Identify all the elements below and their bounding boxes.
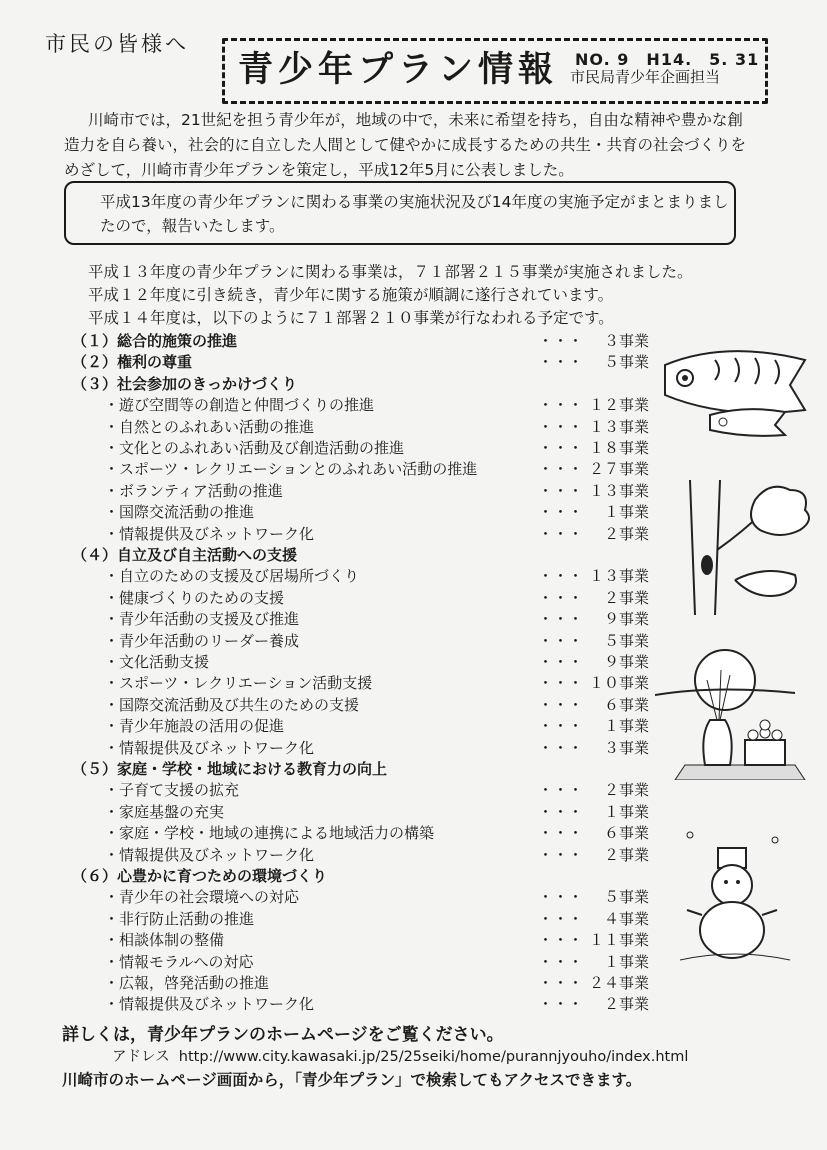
program-count: ６事業 bbox=[603, 695, 649, 714]
program-count: ５事業 bbox=[603, 888, 649, 907]
program-count: １３事業 bbox=[588, 481, 649, 500]
program-count: ３事業 bbox=[603, 332, 649, 350]
program-count: ９事業 bbox=[603, 653, 649, 671]
leader-dots: ・・・ bbox=[538, 460, 584, 479]
program-label: ・ボランティア活動の推進 bbox=[104, 481, 283, 500]
department: 市民局青少年企画担当 bbox=[570, 68, 721, 86]
program-label: ・情報提供及びネットワーク化 bbox=[104, 995, 315, 1014]
program-label: ・スポーツ・レクリエーションとのふれあい活動の推進 bbox=[104, 460, 478, 479]
leader-dots: ・・・ bbox=[538, 567, 584, 586]
program-label: ・文化とのふれあい活動及び創造活動の推進 bbox=[104, 439, 405, 457]
leader-dots: ・・・ bbox=[538, 653, 584, 671]
homepage-url[interactable]: http://www.city.kawasaki.jp/25/25seiki/home/purannjyouho/index.html bbox=[178, 1049, 689, 1065]
program-count: ２７事業 bbox=[588, 460, 649, 479]
to-citizens: 市民の皆様へ bbox=[45, 32, 189, 56]
leader-dots: ・・・ bbox=[538, 738, 584, 757]
leader-dots: ・・・ bbox=[538, 439, 584, 457]
program-label: ・スポーツ・レクリエーション活動支援 bbox=[104, 674, 373, 693]
program-count: ３事業 bbox=[603, 738, 649, 757]
program-label: ・子育て支援の拡充 bbox=[104, 781, 240, 800]
program-label: ・相談体制の整備 bbox=[104, 931, 225, 950]
program-count: １事業 bbox=[603, 952, 649, 971]
program-label: ・青少年施設の活用の促進 bbox=[104, 717, 285, 736]
program-label: （１）総合的施策の推進 bbox=[72, 332, 238, 350]
page-title: 青少年プラン情報 bbox=[238, 50, 559, 90]
program-label: ・自然とのふれあい活動の推進 bbox=[104, 417, 315, 436]
program-count: ２４事業 bbox=[588, 974, 649, 992]
leader-dots: ・・・ bbox=[538, 417, 584, 436]
summary-line-2: 平成１２年度に引き続き，青少年に関する施策が順調に遂行されています。 bbox=[88, 286, 614, 304]
program-label: ・家庭・学校・地域の連携による地域活力の構築 bbox=[104, 824, 435, 843]
notice-text: 平成13年度の青少年プランに関わる事業の実施状況及び14年度の実施予定がまとまりましたので，報告いたします。 bbox=[100, 193, 729, 235]
program-count: １事業 bbox=[603, 503, 649, 522]
search-note: 川崎市のホームページ画面から，「青少年プラン」で検索してもアクセスできます。 bbox=[62, 1071, 642, 1089]
program-label: （５）家庭・学校・地域における教育力の向上 bbox=[72, 760, 388, 778]
program-label: ・青少年の社会環境への対応 bbox=[104, 888, 300, 907]
moon-viewing-illustration bbox=[655, 645, 815, 780]
issue-number: NO. 9 H14. 5. 31 bbox=[575, 50, 760, 69]
program-count: １２事業 bbox=[588, 396, 649, 415]
program-row bbox=[0, 972, 827, 994]
program-label: ・情報モラルへの対応 bbox=[104, 952, 254, 971]
program-count: ２事業 bbox=[603, 524, 649, 543]
leader-dots: ・・・ bbox=[538, 888, 584, 907]
leader-dots: ・・・ bbox=[538, 909, 584, 928]
program-count: ５事業 bbox=[603, 353, 649, 372]
program-label: （６）心豊かに育つための環境づくり bbox=[72, 867, 328, 885]
program-label: ・青少年活動の支援及び推進 bbox=[104, 610, 300, 629]
summary-line-3: 平成１４年度は，以下のように７１部署２１０事業が行なわれる予定です。 bbox=[88, 309, 614, 327]
program-label: ・家庭基盤の充実 bbox=[104, 802, 225, 821]
program-label: （４）自立及び自主活動への支援 bbox=[72, 546, 298, 564]
leader-dots: ・・・ bbox=[538, 845, 584, 864]
program-label: ・情報提供及びネットワーク化 bbox=[104, 738, 315, 757]
program-count: １事業 bbox=[603, 802, 649, 821]
address-label: アドレス bbox=[112, 1049, 170, 1065]
program-row bbox=[0, 779, 827, 801]
program-count: ２事業 bbox=[603, 995, 649, 1014]
program-row bbox=[0, 437, 827, 459]
leader-dots: ・・・ bbox=[538, 824, 584, 843]
leader-dots: ・・・ bbox=[538, 481, 584, 500]
program-label: ・国際交流活動の推進 bbox=[104, 503, 255, 522]
leader-dots: ・・・ bbox=[538, 524, 584, 543]
program-count: ９事業 bbox=[603, 610, 649, 629]
leader-dots: ・・・ bbox=[538, 952, 584, 971]
program-label: ・情報提供及びネットワーク化 bbox=[104, 524, 315, 543]
program-row bbox=[0, 801, 827, 823]
leader-dots: ・・・ bbox=[538, 717, 584, 736]
program-count: ６事業 bbox=[603, 824, 649, 843]
summary-line-1: 平成１３年度の青少年プランに関わる事業は，７１部署２１５事業が実施されました。 bbox=[88, 263, 693, 281]
program-count: ２事業 bbox=[603, 781, 649, 800]
program-label: ・遊び空間等の創造と仲間づくりの推進 bbox=[104, 396, 375, 415]
leader-dots: ・・・ bbox=[538, 588, 584, 607]
program-label: ・文化活動支援 bbox=[104, 653, 210, 671]
program-count: ２事業 bbox=[603, 588, 649, 607]
program-label: ・青少年活動のリーダー養成 bbox=[104, 631, 300, 650]
program-label: （２）権利の尊重 bbox=[72, 353, 193, 372]
leader-dots: ・・・ bbox=[538, 995, 584, 1014]
leader-dots: ・・・ bbox=[538, 674, 584, 693]
leader-dots: ・・・ bbox=[538, 503, 584, 522]
program-count: １０事業 bbox=[588, 674, 649, 693]
program-count: １１事業 bbox=[588, 931, 649, 950]
tree-cicada-illustration bbox=[675, 470, 815, 620]
program-label: ・国際交流活動及び共生のための支援 bbox=[104, 695, 360, 714]
program-label: ・健康づくりのための支援 bbox=[104, 588, 285, 607]
address-line bbox=[112, 1045, 688, 1066]
leader-dots: ・・・ bbox=[538, 353, 584, 372]
leader-dots: ・・・ bbox=[538, 931, 584, 950]
leader-dots: ・・・ bbox=[538, 610, 584, 629]
leader-dots: ・・・ bbox=[538, 332, 584, 350]
program-count: ２事業 bbox=[603, 845, 649, 864]
intro-paragraph: 川崎市では，21世紀を担う青少年が，地域の中で，未来に希望を持ち，自由な精神や豊かな創造力を自ら養い，社会的に自立した人間として健やかに成長するための共生・共育の社会づくりをめざして，川崎市青少年プランを策定し，平成12年5月に公表しました。 bbox=[64, 111, 747, 179]
leader-dots: ・・・ bbox=[538, 974, 584, 992]
program-label: ・情報提供及びネットワーク化 bbox=[104, 845, 315, 864]
koinobori-illustration bbox=[655, 330, 815, 440]
leader-dots: ・・・ bbox=[538, 396, 584, 415]
program-label: ・自立のための支援及び居場所づくり bbox=[104, 567, 360, 586]
leader-dots: ・・・ bbox=[538, 781, 584, 800]
details-line: 詳しくは，青少年プランのホームページをご覧ください。 bbox=[62, 1025, 504, 1045]
program-count: １３事業 bbox=[588, 567, 649, 586]
program-count: １３事業 bbox=[588, 417, 649, 436]
program-count: １８事業 bbox=[588, 439, 649, 457]
leader-dots: ・・・ bbox=[538, 631, 584, 650]
program-count: ４事業 bbox=[603, 909, 649, 928]
program-label: （３）社会参加のきっかけづくり bbox=[72, 374, 298, 393]
program-row bbox=[0, 993, 827, 1015]
program-count: ５事業 bbox=[603, 631, 649, 650]
snowman-illustration bbox=[680, 830, 790, 970]
program-label: ・非行防止活動の推進 bbox=[104, 909, 255, 928]
leader-dots: ・・・ bbox=[538, 695, 584, 714]
program-count: １事業 bbox=[603, 717, 649, 736]
program-label: ・広報，啓発活動の推進 bbox=[104, 974, 270, 992]
leader-dots: ・・・ bbox=[538, 802, 584, 821]
